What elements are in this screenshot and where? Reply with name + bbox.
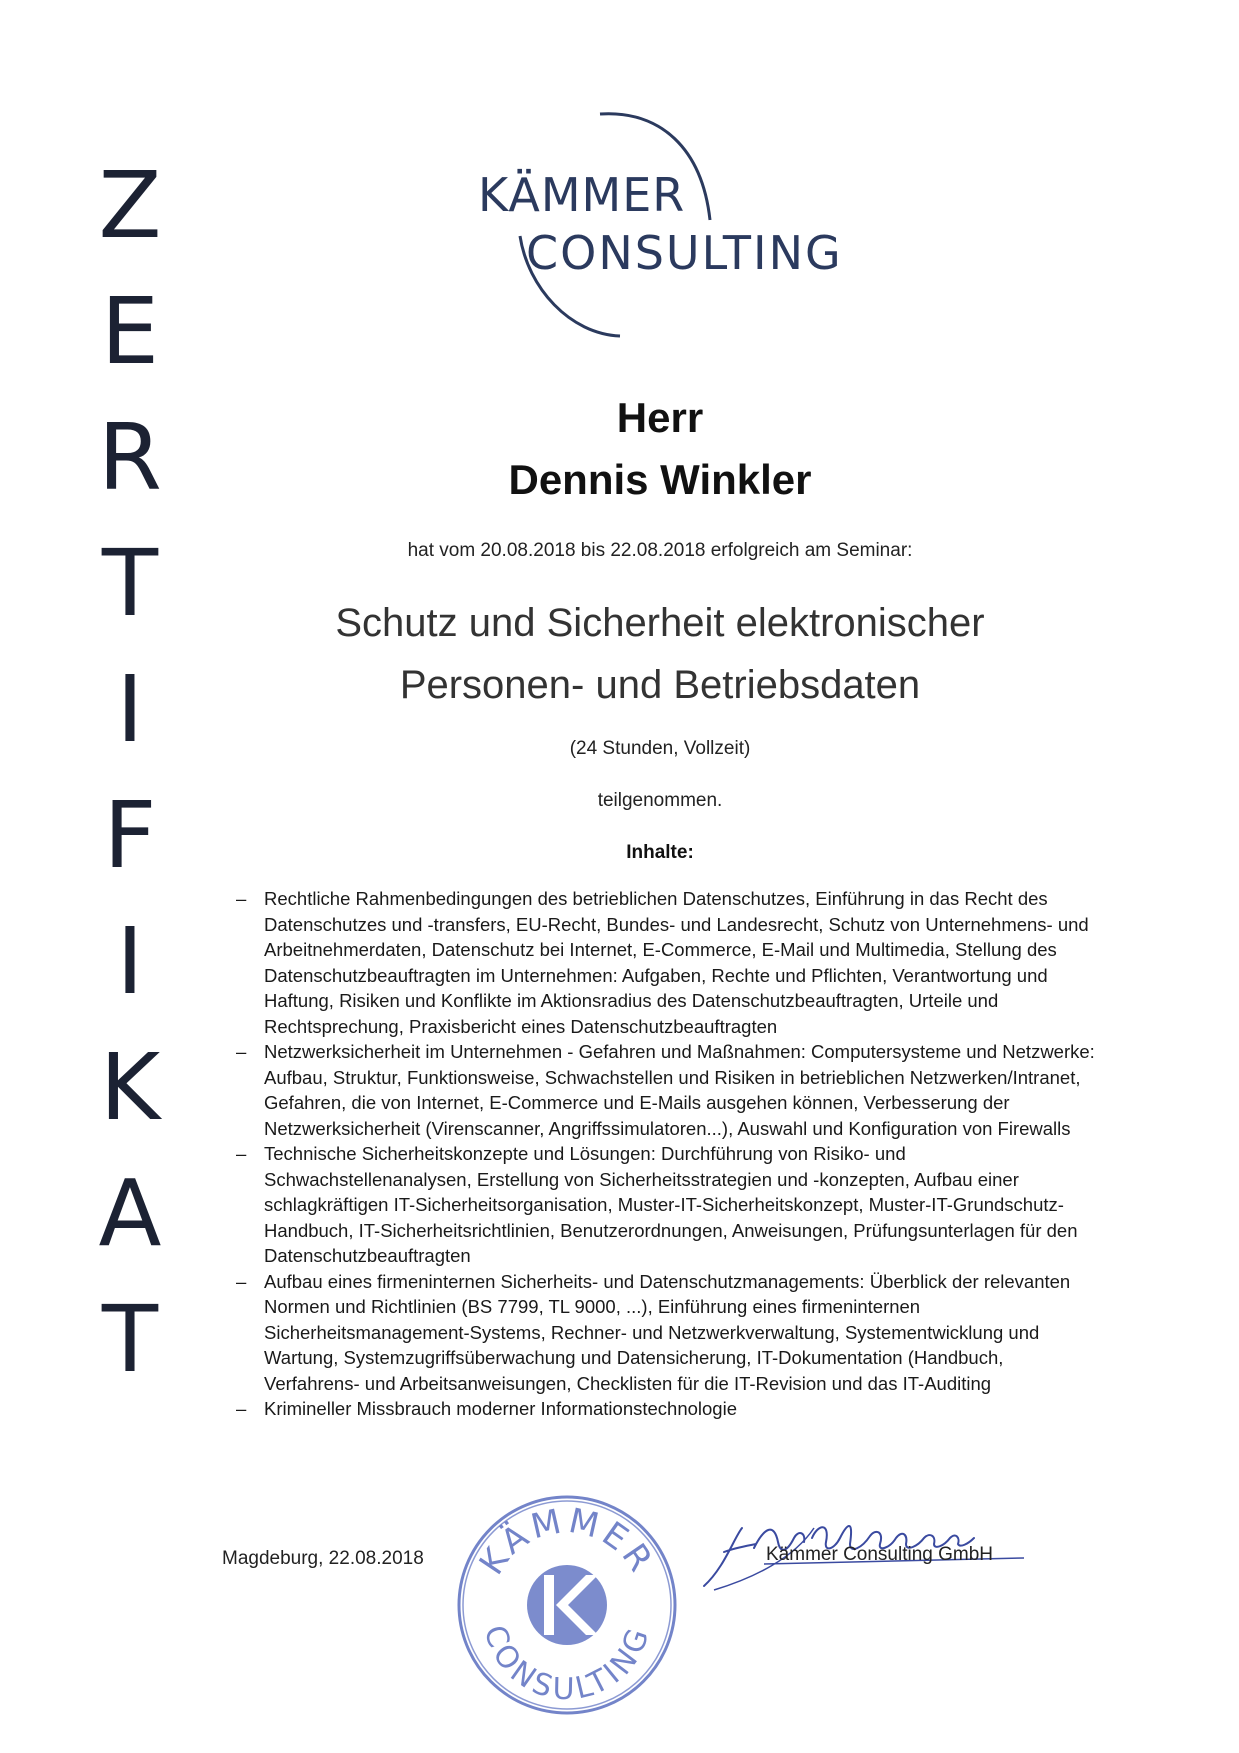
logo-text-line1: KÄMMER: [478, 168, 686, 222]
title-letter: R: [98, 404, 162, 511]
list-item-text: Netzwerksicherheit im Unternehmen - Gefahren und Maßnahmen: Computersysteme und Netzwerke: Aufbau, Struktur, Funktionsweise, Schwachstellen und Risiken in betrieblichen Netzwerken/Intranet, Gefahren, die von Internet, E-Commerce und E-Mails ausgehen können, Verbesserung der Netzwerksicherheit (Virenscanner, Angriffssimulatoren...), Auswahl und Konfiguration von Firewalls: [264, 1041, 1095, 1139]
participated-text: teilgenommen.: [597, 790, 723, 811]
list-item: [232, 1396, 1100, 1422]
list-item-text: Aufbau eines firmeninternen Sicherheits- und Datenschutzmanagements: Überblick der relevanten Normen und Richtlinien (BS 7799, TL 9000, ...), Einführung eines firmeninternen Sicherheitsmanagement-Systems, Rechner- und Netzwerkverwaltung, Systementwicklung und Wartung, Systemzugriffsüberwachung und Datensicherung, IT-Dokumentation (Handbuch, Verfahrens- und Arbeitsanweisungen, Checklisten für die IT-Revision und das IT-Auditing: [264, 1270, 1071, 1394]
intro-text: hat vom 20.08.2018 bis 22.08.2018 erfolgreich am Seminar:: [407, 540, 913, 561]
place-date: Magdeburg, 22.08.2018: [222, 1548, 424, 1569]
svg-text:CONSULTING: CONSULTING: [476, 1620, 658, 1708]
title-letter: T: [101, 1286, 159, 1393]
dash-bullet: –: [236, 1398, 247, 1419]
stamp-icon: [452, 1490, 682, 1720]
list-item-text: Krimineller Missbrauch moderner Informationstechnologie: [264, 1398, 737, 1419]
dash-bullet: –: [236, 1143, 247, 1164]
list-item: [232, 1039, 1100, 1141]
recipient-name: Dennis Winkler: [508, 456, 812, 503]
list-item-text: Technische Sicherheitskonzepte und Lösungen: Durchführung von Risiko- und Schwachstellenanalysen, Erstellung von Sicherheitsstrategien und -konzepten, Aufbau einer schlagkräftigen IT-Sicherheitsorganisation, Muster-IT-Sicherheitskonzept, Muster-IT-Grundschutz-Handbuch, IT-Sicherheitsrichtlinien, Benutzerordnungen, Anweisungen, Prüfungsunterlagen für den Datenschutzbeauftragten: [264, 1143, 1078, 1266]
title-letter: F: [103, 782, 157, 889]
list-item: [232, 1269, 1100, 1397]
company-stamp: [452, 1490, 682, 1720]
contents-heading: Inhalte:: [626, 842, 694, 863]
dash-bullet: –: [236, 1041, 247, 1062]
course-title-line2: Personen- und Betriebsdaten: [399, 663, 921, 707]
svg-text:KÄMMER: KÄMMER: [471, 1500, 663, 1583]
salutation: Herr: [616, 394, 704, 441]
list-item-text: Rechtliche Rahmenbedingungen des betrieblichen Datenschutzes, Einführung in das Recht des Datenschutzes und -transfers, EU-Recht, Bundes- und Landesrecht, Schutz von Unternehmens- und Arbeitnehmerdaten, Datenschutz bei Internet, E-Commerce, E-Mail und Multimedia, Stellung des Datenschutzbeauftragten im Unternehmen: Aufgaben, Rechte und Pflichten, Verantwortung und Haftung, Risiken und Konflikte im Aktionsradius des Datenschutzbeauftragten, Urteile und Rechtsprechung, Praxisbericht eines Datenschutzbeauftragten: [264, 888, 1089, 1037]
duration: (24 Stunden, Vollzeit): [569, 738, 751, 759]
title-letter: K: [99, 1034, 161, 1141]
title-letter: T: [101, 530, 159, 637]
dash-bullet: –: [236, 888, 247, 909]
company-logo: [470, 108, 890, 348]
contents-list: [232, 886, 1100, 1422]
course-title: [200, 592, 1120, 716]
title-letter: E: [100, 278, 160, 385]
title-letter: I: [116, 656, 144, 763]
title-letter: I: [116, 908, 144, 1015]
list-item: [232, 886, 1100, 1039]
dash-bullet: –: [236, 1270, 247, 1292]
title-letter: A: [98, 1160, 162, 1267]
title-letter: Z: [98, 152, 162, 259]
list-item: [232, 1141, 1100, 1269]
course-title-line1: Schutz und Sicherheit elektronischer: [335, 601, 985, 645]
logo-text-line2: CONSULTING: [526, 226, 843, 280]
company-name: Kämmer Consulting GmbH: [766, 1544, 994, 1565]
